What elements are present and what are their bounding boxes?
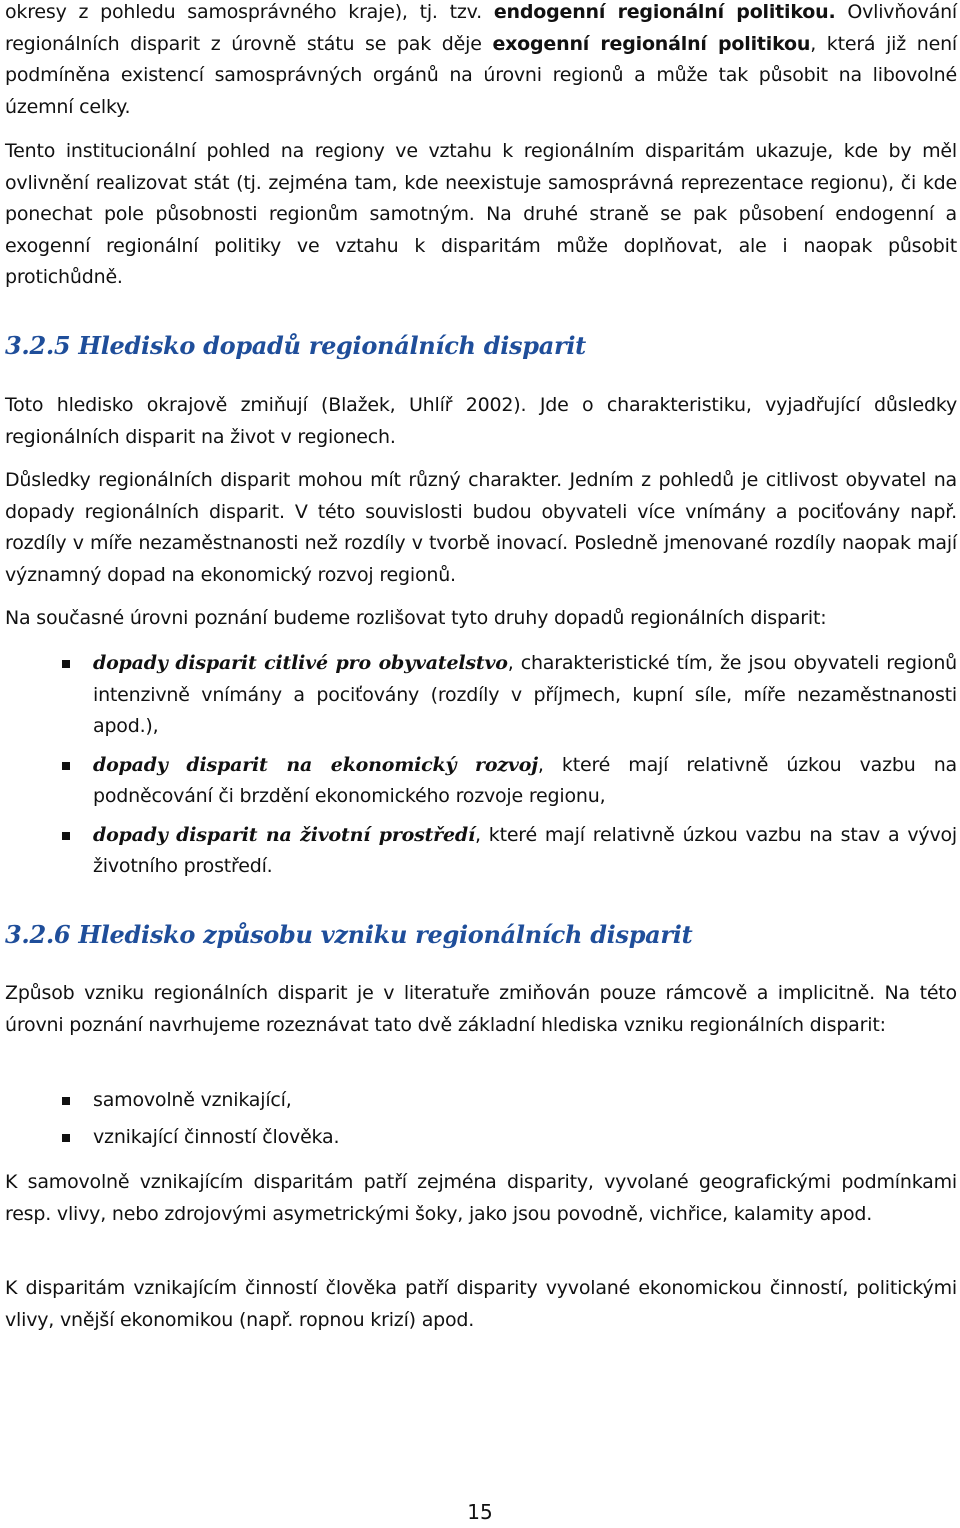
list-item	[5, 820, 957, 883]
paragraph-consequences: Důsledky regionálních disparit mohou mít různý charakter. Jedním z pohledů je citlivost obyvatel na dopady regionálních disparit. V této souvislosti budou obyvateli více vnímány a pociťovány např. rozdíly v míře nezaměstnanosti než rozdíly v tvorbě inovací. Posledně jmenované rozdíly naopak mají významný dopad na ekonomický rozvoj regionů.	[5, 469, 957, 586]
list-item-text: , které mají relativně úzkou vazbu na stav a vývoj životního prostředí.	[93, 823, 957, 877]
origin-types-list	[5, 1085, 957, 1158]
list-item	[5, 750, 957, 813]
square-bullet-icon	[62, 1097, 70, 1105]
paragraph-institutional-view: Tento institucionální pohled na regiony ve vztahu k regionálním disparitám ukazuje, kde by měl ovlivnění realizovat stát (tj. zejména tam, kde neexistuje samosprávná reprezentace regionu), či kde ponechat pole působnosti regionům samotným. Na druhé straně se pak působení endogenní a exogenní regionální politiky ve vztahu k disparitám může doplňovat, ale i naopak působit protichůdně.	[5, 140, 957, 288]
list-item-text: , které mají relativně úzkou vazbu na podněcování či brzdění ekonomického rozvoje regionu,	[93, 753, 957, 807]
paragraph-intro-text-3: , která již není podmíněna existencí samosprávných orgánů na úrovni regionů a může tak působit na libovolné územní celky.	[5, 32, 958, 118]
impact-types-list	[5, 648, 957, 890]
page-number: 15	[467, 1500, 493, 1524]
paragraph-intro-text-2: Ovlivňování regionálních disparit z úrovně státu se pak děje	[5, 1, 958, 55]
paragraph-spontaneous: K samovolně vznikajícím disparitám patří zejména disparity, vyvolané geografickými podmínkami resp. vlivy, nebo zdrojovými asymetrickými šoky, jako jsou povodně, vichřice, kalamity apod.	[5, 1171, 957, 1225]
list-item-term: dopady disparit na životní prostředí	[93, 823, 475, 846]
term-endogenous-policy: endogenní regionální politikou.	[493, 1, 836, 23]
square-bullet-icon	[62, 832, 70, 840]
section-heading-3-2-5: 3.2.5 Hledisko dopadů regionálních disparit	[5, 331, 586, 360]
list-item	[5, 1122, 957, 1154]
list-item-text: vznikající činností člověka.	[93, 1125, 340, 1148]
list-item-text: samovolně vznikající,	[93, 1089, 292, 1111]
list-item-text: , charakteristické tím, že jsou obyvateli regionů intenzivně vnímány a pociťovány (rozdíly v příjmech, kupní síle, míře nezaměstnanosti apod.),	[93, 652, 958, 737]
list-item-term: dopady disparit citlivé pro obyvatelstvo	[93, 652, 508, 674]
paragraph-impact-aspect: Toto hledisko okrajově zmiňují (Blažek, Uhlíř 2002). Jde o charakteristiku, vyjadřující důsledky regionálních disparit na život v regionech.	[5, 394, 957, 448]
paragraph-origin: Způsob vzniku regionálních disparit je v literatuře zmiňován pouze rámcově a implicitně. Na této úrovni poznání navrhujeme rozeznávat tato dvě základní hlediska vzniku regionálních disparit:	[5, 982, 957, 1036]
square-bullet-icon	[62, 762, 70, 770]
list-item	[5, 648, 957, 743]
square-bullet-icon	[62, 1134, 70, 1142]
paragraph-human-activity: K disparitám vznikajícím činností člověka patří disparity vyvolané ekonomickou činností, politickými vlivy, vnější ekonomikou (např. ropnou krizí) apod.	[5, 1277, 957, 1331]
paragraph-impact-types-intro: Na současné úrovni poznání budeme rozlišovat tyto druhy dopadů regionálních disparit:	[5, 607, 827, 629]
list-item	[5, 1085, 957, 1117]
paragraph-intro-text: okresy z pohledu samosprávného kraje), tj. tzv.	[5, 1, 494, 23]
list-item-term: dopady disparit na ekonomický rozvoj	[93, 753, 538, 776]
section-heading-3-2-6: 3.2.6 Hledisko způsobu vzniku regionálních disparit	[5, 920, 693, 949]
term-exogenous-policy: exogenní regionální politikou	[492, 32, 811, 55]
paragraph-intro	[5, 0, 957, 123]
square-bullet-icon	[62, 660, 70, 668]
